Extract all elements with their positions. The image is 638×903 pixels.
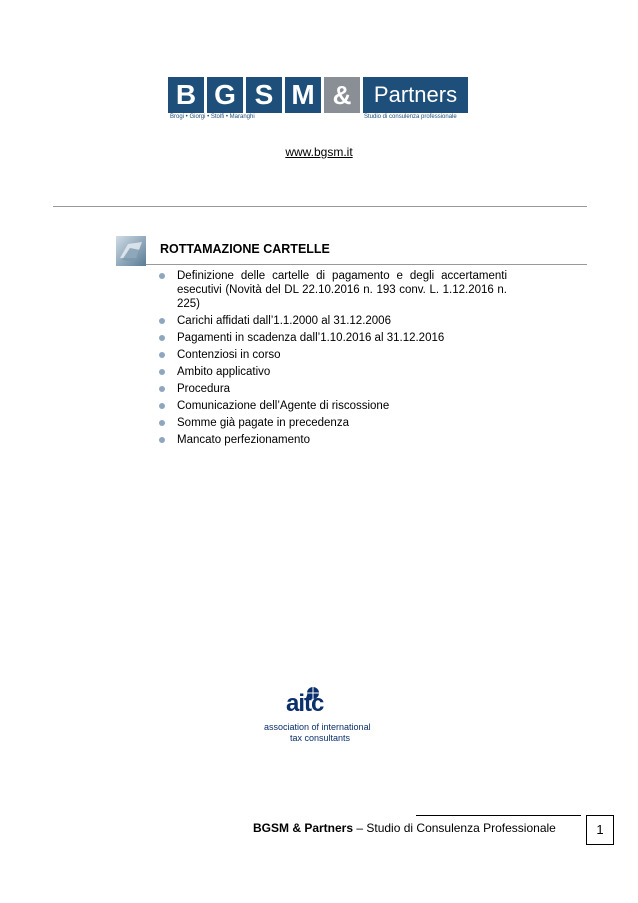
bullet-icon (159, 352, 165, 358)
list-item: Somme già pagate in precedenza (157, 416, 507, 430)
bgsm-logo (168, 77, 468, 123)
website-link[interactable]: www.bgsm.it (285, 145, 353, 159)
logo-letter-g: G (207, 77, 243, 113)
logo-names: Brogi • Giorgi • Stolfi • Maranghi (170, 114, 255, 120)
bullet-icon (159, 420, 165, 426)
list-item: Procedura (157, 382, 507, 396)
footer-studio: Studio di Consulenza Professionale (366, 821, 556, 835)
logo-letter-b: B (168, 77, 204, 113)
bullet-icon (159, 318, 165, 324)
footer-separator: – (353, 821, 367, 835)
bullet-icon (159, 386, 165, 392)
title-divider (146, 264, 587, 265)
logo-tagline: Studio di consulenza professionale (364, 114, 457, 120)
aitc-line-1: association of international (264, 722, 371, 732)
aitc-line-2: tax consultants (290, 733, 351, 743)
topic-list (157, 269, 507, 450)
list-item: Contenziosi in corso (157, 348, 507, 362)
bullet-icon (159, 437, 165, 443)
page-number: 1 (586, 815, 614, 845)
aitc-wordmark: aitc (286, 690, 324, 717)
logo-partners: Partners (363, 77, 468, 113)
logo-letter-m: M (285, 77, 321, 113)
logo-ampersand: & (324, 77, 360, 113)
list-item: Comunicazione dell’Agente di riscossione (157, 399, 507, 413)
folder-icon (116, 236, 146, 266)
list-item: Ambito applicativo (157, 365, 507, 379)
bullet-icon (159, 335, 165, 341)
footer-divider (416, 815, 581, 816)
footer-text (253, 821, 556, 835)
list-item: Definizione delle cartelle di pagamento e degli accertamenti esecutivi (Novità del DL 22.10.2016 n. 193 conv. L. 1.12.2016 n. 225) (157, 269, 507, 311)
aitc-logo (262, 686, 378, 750)
list-item: Pagamenti in scadenza dall’1.10.2016 al 31.12.2016 (157, 331, 507, 345)
bullet-icon (159, 273, 165, 279)
section-title: ROTTAMAZIONE CARTELLE (160, 242, 330, 256)
list-item: Mancato perfezionamento (157, 433, 507, 447)
bullet-icon (159, 369, 165, 375)
logo-letter-s: S (246, 77, 282, 113)
footer-brand: BGSM & Partners (253, 821, 354, 835)
divider (53, 206, 587, 207)
list-item: Carichi affidati dall’1.1.2000 al 31.12.2006 (157, 314, 507, 328)
bullet-icon (159, 403, 165, 409)
